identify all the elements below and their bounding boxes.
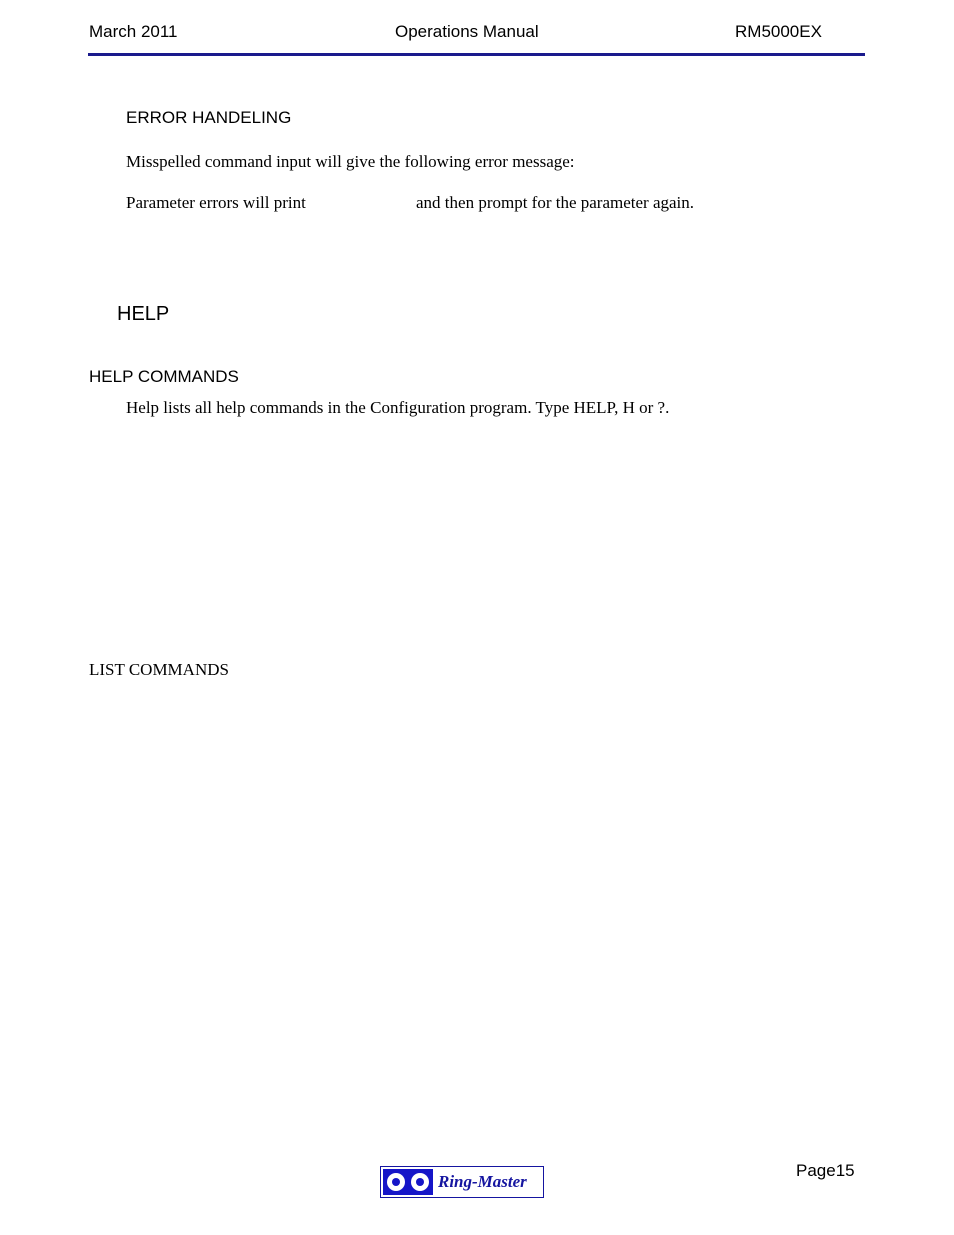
ring-icon (387, 1173, 405, 1191)
error-handling-line1: Misspelled command input will give the following error message: (126, 152, 575, 171)
error-handling-heading: ERROR HANDELING (126, 108, 292, 127)
error-handling-line2-part2: and then prompt for the parameter again. (416, 193, 695, 212)
logo-rings-icon (383, 1169, 433, 1195)
help-commands-heading: HELP COMMANDS (89, 367, 239, 386)
header-date: March 2011 (89, 22, 178, 41)
header-rule (88, 53, 865, 56)
ring-icon (411, 1173, 429, 1191)
error-handling-line2-part1: Parameter errors will print (126, 193, 306, 212)
header-model: RM5000EX (735, 22, 822, 41)
list-commands-heading: LIST COMMANDS (89, 660, 229, 679)
logo-wordmark: Ring-Master (438, 1172, 527, 1191)
header-title: Operations Manual (395, 22, 539, 41)
help-heading: HELP (117, 303, 170, 325)
ring-master-logo (380, 1166, 544, 1198)
page-number: Page15 (796, 1161, 855, 1180)
help-commands-text: Help lists all help commands in the Configuration program. Type HELP, H or ?. (126, 398, 670, 417)
